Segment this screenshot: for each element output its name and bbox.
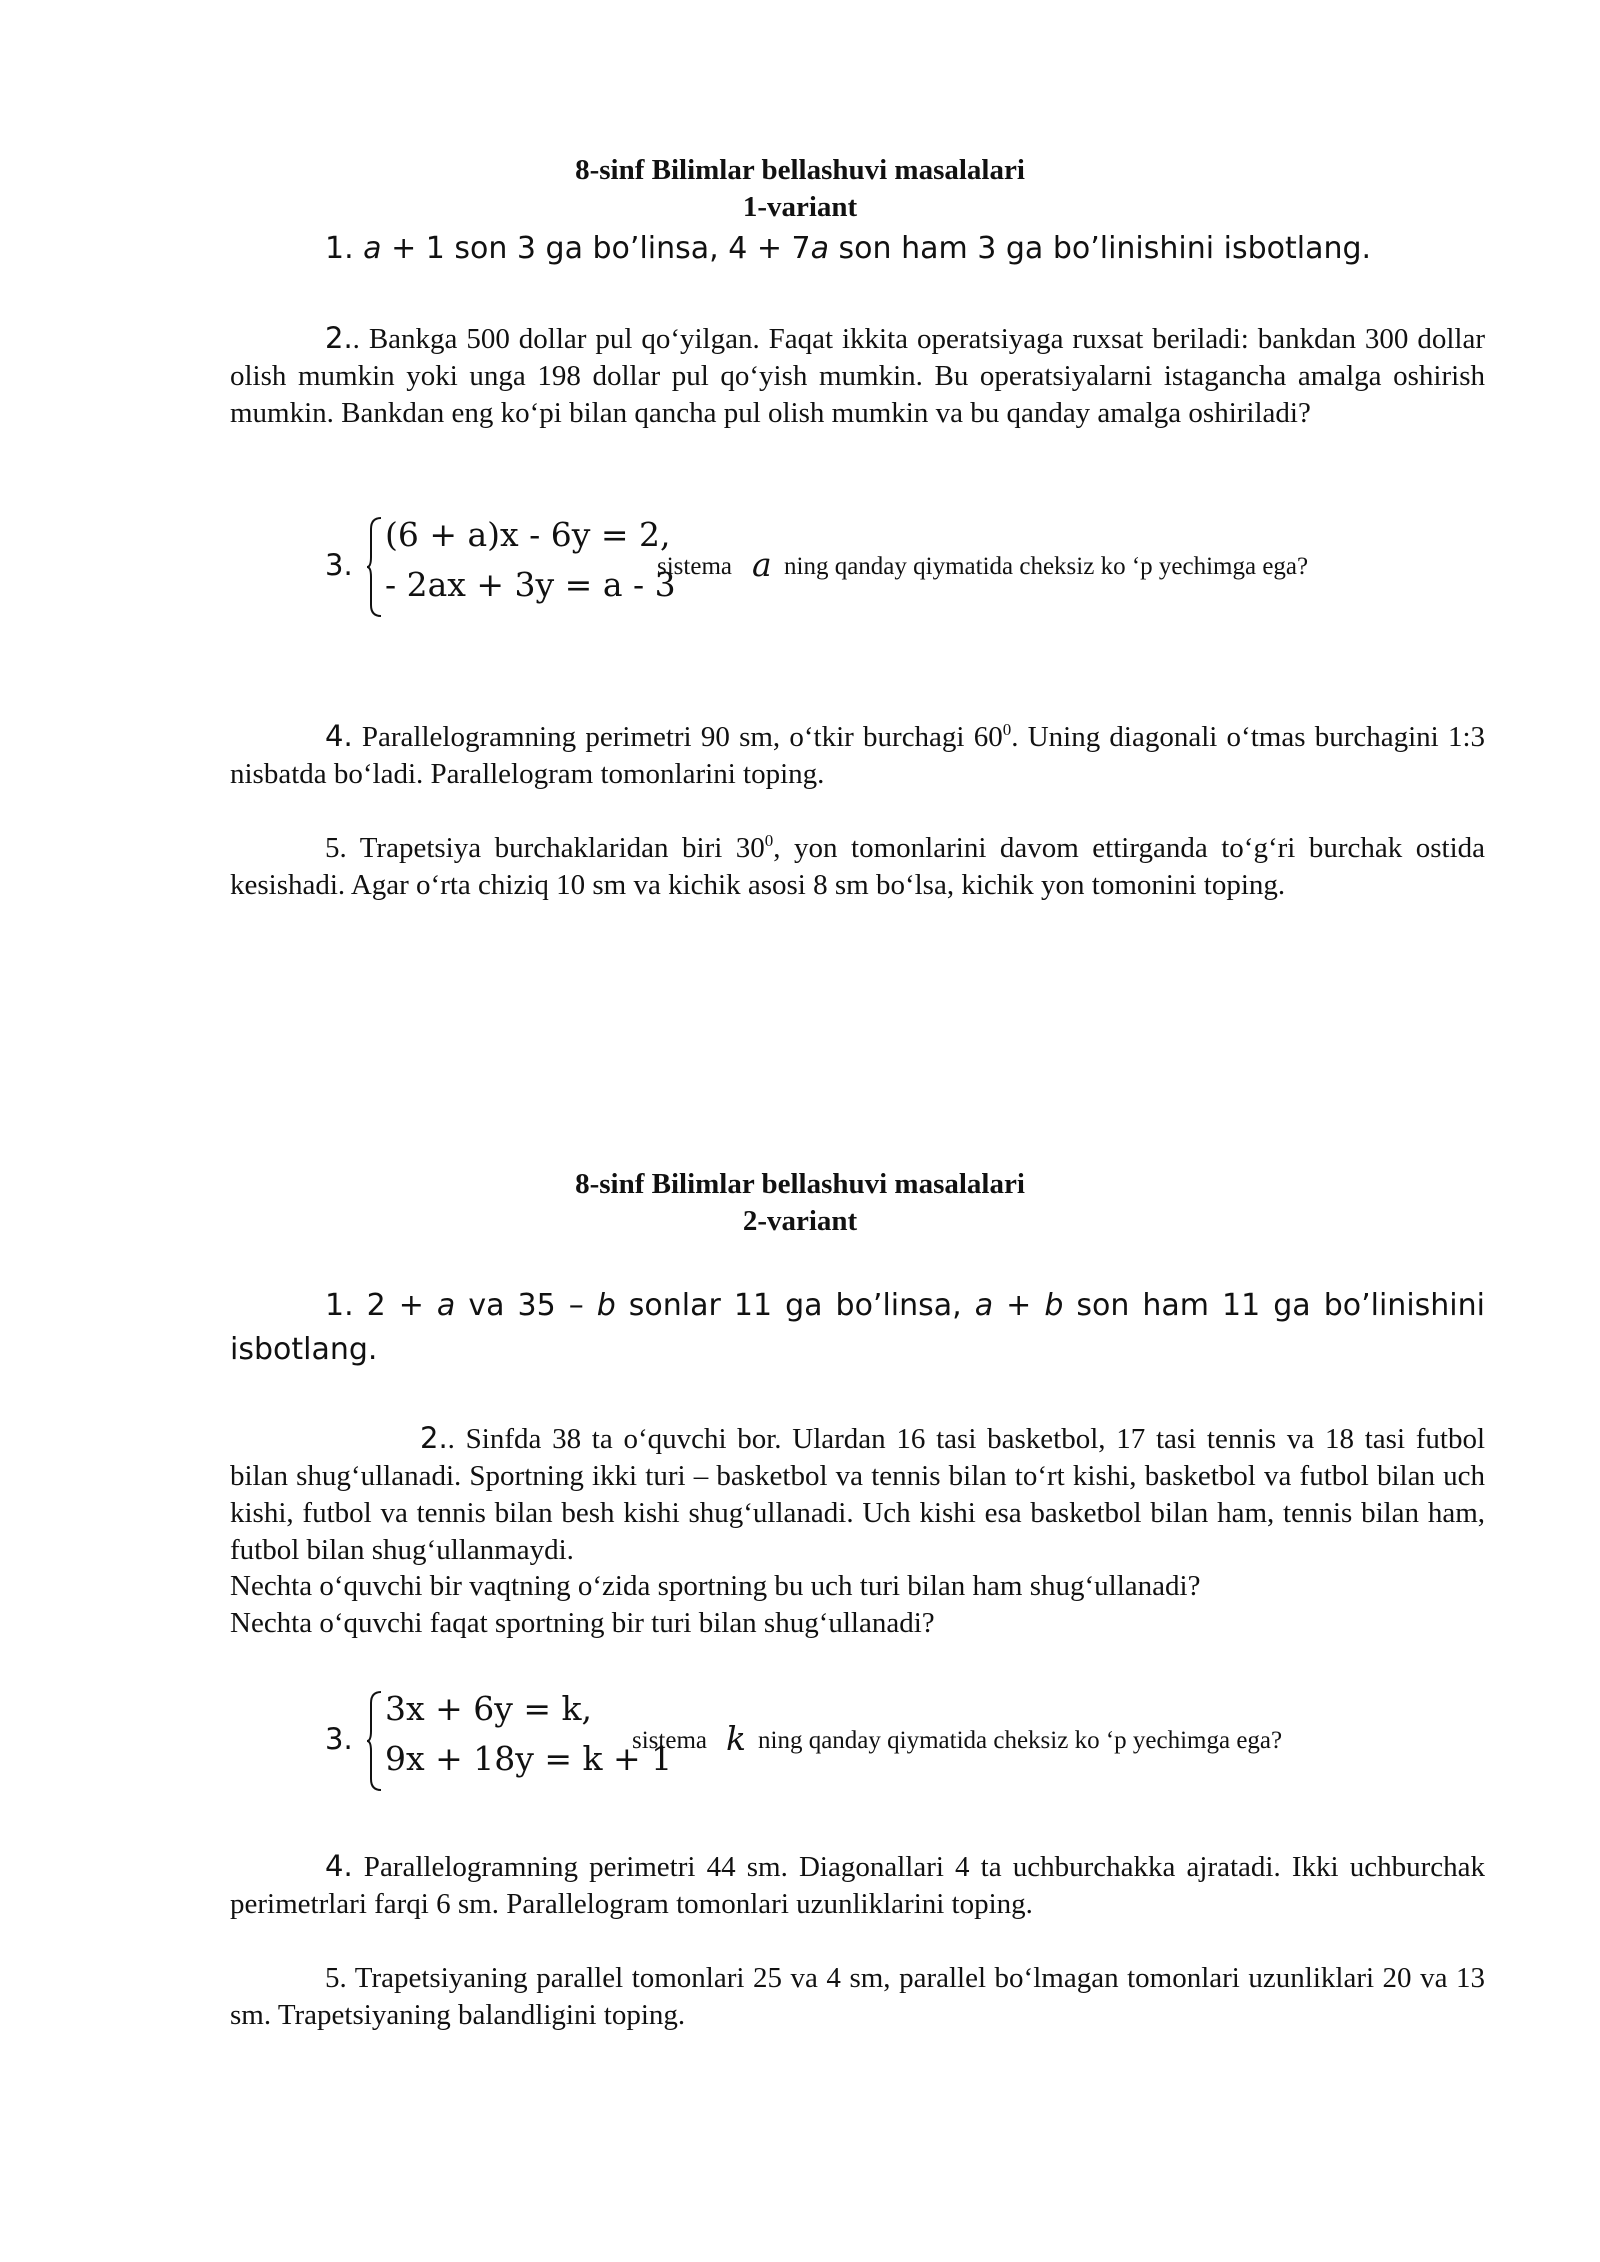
v1-problem-1-var-a2: a <box>810 231 829 266</box>
variant1-subtitle: 1-variant <box>742 191 858 223</box>
v1-problem-4-text-2: . Uning diagonali o‘tmas burchagini 1:3 nisbatda bo‘ladi. Parallelogram tomonlarini toping. <box>230 721 1485 790</box>
v2-problem-3-number: 3. <box>325 1722 353 1756</box>
v2-problem-2-number: 2. <box>420 1421 448 1455</box>
v1-problem-1-number: 1. <box>325 231 354 266</box>
v1-problem-5 <box>230 830 1485 904</box>
v1-problem-2-number: 2. <box>325 321 353 355</box>
v1-problem-3-number: 3. <box>325 548 353 582</box>
v2-problem-1-text-3: sonlar 11 ga bo’linsa, <box>615 1288 975 1323</box>
v1-problem-3-variable: a <box>752 545 772 584</box>
v1-problem-5-text-1: 5. Trapetsiya burchaklaridan biri 30 <box>325 832 765 864</box>
v1-problem-3-caption-after: ning qanday qiymatida cheksiz ko ‘p yechimga ega? <box>784 553 1309 580</box>
v2-problem-1-text-4: + <box>993 1288 1045 1323</box>
v2-problem-3-caption-before: sistema <box>632 1727 707 1754</box>
v1-problem-5-text-2: , yon tomonlarini davom ettirganda to‘g‘ri burchak ostida kesishadi. Agar o‘rta chiziq 10 sm va kichik asosi 8 sm bo‘lsa, kichik yon tomonini toping. <box>230 832 1485 901</box>
v2-problem-3-variable: k <box>726 1719 746 1758</box>
variant2-title: 8-sinf Bilimlar bellashuvi masalalari <box>575 1168 1025 1200</box>
v2-problem-1-var-a: a <box>436 1288 456 1323</box>
v1-problem-1-var-a: a <box>363 231 382 266</box>
v1-problem-4-degree: 0 <box>1002 720 1012 739</box>
left-brace-icon <box>366 1689 384 1793</box>
left-brace-icon <box>366 515 384 619</box>
v2-problem-2-question-1: Nechta o‘quvchi bir vaqtning o‘zida sportning bu uch turi bilan ham shug‘ullanadi? <box>230 1570 1201 1602</box>
v2-problem-1-text-1: 1. 2 + <box>325 1288 437 1323</box>
v1-equation-1: (6 + a)x - 6y = 2, <box>385 515 671 554</box>
v2-problem-4-number: 4. <box>325 1849 353 1883</box>
v1-problem-4-text-1: Parallelogramning perimetri 90 sm, o‘tkir burchagi 60 <box>352 721 1003 753</box>
v2-problem-1-var-b2: b <box>1044 1288 1064 1323</box>
v1-problem-1-text-1: + 1 son 3 ga bo’linsa, 4 + 7 <box>381 231 811 266</box>
v1-problem-1 <box>325 230 1485 267</box>
v1-problem-3-caption-before: sistema <box>657 553 732 580</box>
v2-problem-2-question-2: Nechta o‘quvchi faqat sportning bir turi bilan shug‘ullanadi? <box>230 1607 935 1639</box>
v2-problem-2 <box>230 1420 1485 1569</box>
v2-problem-1-text-2: va 35 – <box>455 1288 597 1323</box>
variant2-subtitle: 2-variant <box>742 1205 858 1237</box>
v2-problem-5 <box>230 1960 1485 2034</box>
v2-problem-1 <box>230 1284 1485 1372</box>
v2-problem-4 <box>230 1848 1485 1923</box>
variant1-title: 8-sinf Bilimlar bellashuvi masalalari <box>575 154 1025 186</box>
v1-equation-2: - 2ax + 3y = a - 3 <box>385 565 676 604</box>
v1-problem-2-text: . Bankga 500 dollar pul qo‘yilgan. Faqat ikkita operatsiyaga ruxsat beriladi: bankdan 300 dollar olish mumkin yoki unga 198 dollar pul qo‘yish mumkin. Bu operatsiyalarni istagancha amalga oshirish mumkin. Bankdan eng ko‘pi bilan qancha pul olish mumkin va bu qanday amalga oshiriladi? <box>230 323 1485 429</box>
v2-problem-1-text-5: son ham 11 ga bo’linishini isbotlang. <box>230 1288 1485 1367</box>
v2-equation-1: 3x + 6y = k, <box>385 1689 592 1728</box>
v2-problem-2-text: . Sinfda 38 ta o‘quvchi bor. Ulardan 16 tasi basketbol, 17 tasi tennis va 18 tasi futbol bilan shug‘ullanadi. Sportning ikki turi – basketbol va tennis bilan to‘rt kishi, basketbol va futbol bilan uch kishi, futbol va tennis bilan besh kishi shug‘ullanadi. Uch kishi esa basketbol bilan ham, tennis bilan ham, futbol bilan shug‘ullanmaydi. <box>230 1423 1485 1566</box>
v2-problem-1-var-a2: a <box>974 1288 994 1323</box>
v2-equation-2: 9x + 18y = k + 1 <box>385 1739 673 1778</box>
v1-problem-4 <box>230 718 1485 793</box>
v2-problem-3-caption-after: ning qanday qiymatida cheksiz ko ‘p yechimga ega? <box>758 1727 1283 1754</box>
v2-problem-4-text: Parallelogramning perimetri 44 sm. Diagonallari 4 ta uchburchakka ajratadi. Ikki uchburchak perimetrlari farqi 6 sm. Parallelogram tomonlari uzunliklarini toping. <box>230 1851 1485 1920</box>
v1-problem-5-degree: 0 <box>764 831 774 850</box>
v1-problem-2 <box>230 320 1485 432</box>
v2-problem-1-var-b: b <box>596 1288 616 1323</box>
v1-problem-4-number: 4. <box>325 719 353 753</box>
v1-problem-1-text-2: son ham 3 ga bo’linishini isbotlang. <box>829 231 1372 266</box>
v2-problem-5-text: 5. Trapetsiyaning parallel tomonlari 25 va 4 sm, parallel bo‘lmagan tomonlari uzunliklari 20 va 13 sm. Trapetsiyaning balandligini toping. <box>230 1962 1485 2031</box>
